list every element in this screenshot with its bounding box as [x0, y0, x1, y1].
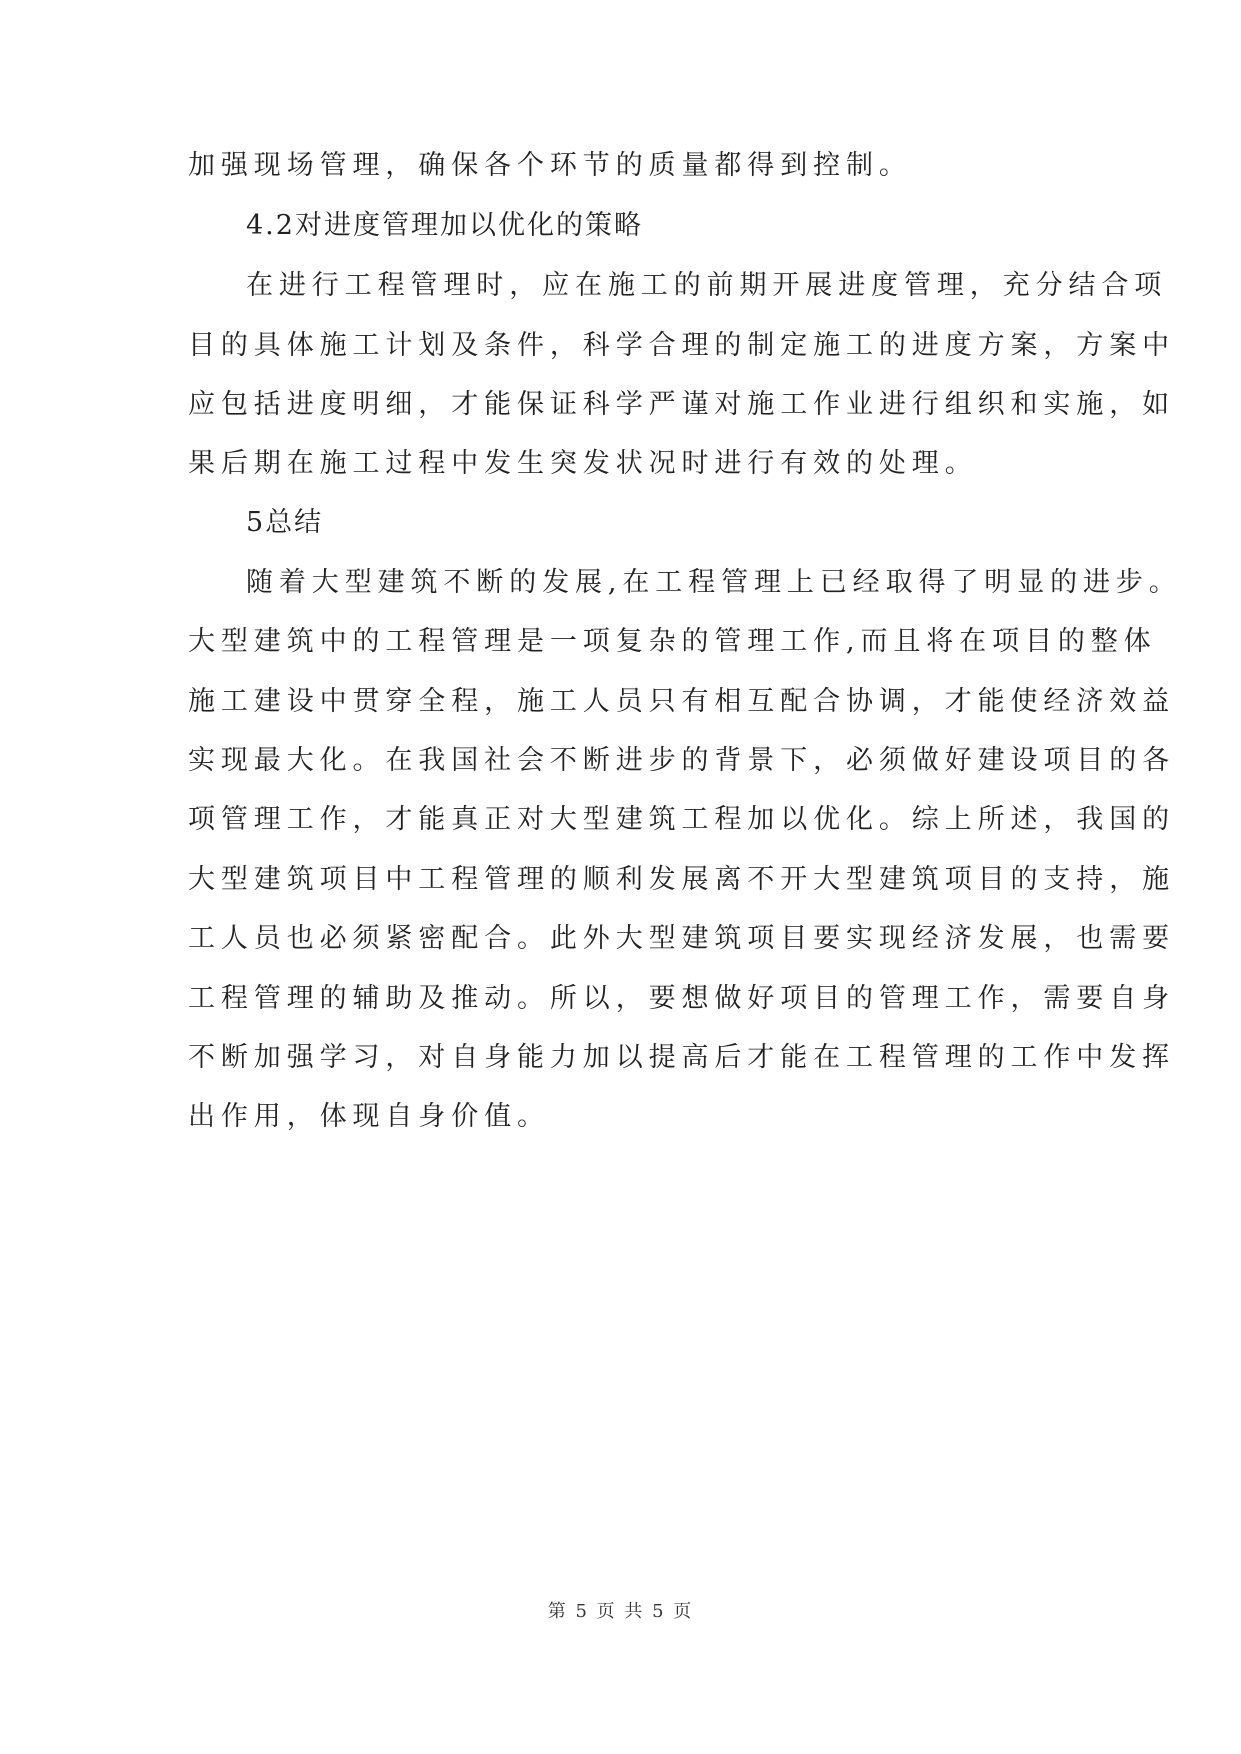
page-footer: 第 5 页 共 5 页: [547, 1601, 694, 1622]
paragraph-line: 大型建筑项目中工程管理的顺利发展离不开大型建筑项目的支持，施: [188, 864, 1175, 895]
paragraph-line: 大型建筑中的工程管理是一项复杂的管理工作,而且将在项目的整体: [188, 626, 1157, 657]
paragraph-line: 工程管理的辅助及推动。所以，要想做好项目的管理工作，需要自身: [188, 983, 1175, 1014]
paragraph-line: 不断加强学习，对自身能力加以提高后才能在工程管理的工作中发挥: [188, 1042, 1175, 1073]
paragraph-line: 出作用，体现自身价值。: [188, 1101, 550, 1132]
paragraph-line: 项管理工作，才能真正对大型建筑工程加以优化。综上所述，我国的: [188, 804, 1175, 835]
section-heading-5: 5总结: [246, 507, 324, 538]
paragraph-line: 在进行工程管理时，应在施工的前期开展进度管理，充分结合项: [246, 270, 1168, 301]
paragraph-line: 工人员也必须紧密配合。此外大型建筑项目要实现经济发展，也需要: [188, 923, 1175, 954]
paragraph-line: 加强现场管理，确保各个环节的质量都得到控制。: [188, 150, 912, 181]
paragraph-line: 施工建设中贯穿全程，施工人员只有相互配合协调，才能使经济效益: [188, 686, 1175, 717]
paragraph-line: 随着大型建筑不断的发展,在工程管理上已经取得了明显的进步。: [246, 567, 1182, 598]
section-heading-4-2: 4.2对进度管理加以优化的策略: [246, 210, 643, 241]
paragraph-line: 果后期在施工过程中发生突发状况时进行有效的处理。: [188, 448, 978, 479]
paragraph-line: 应包括进度明细，才能保证科学严谨对施工作业进行组织和实施，如: [188, 389, 1175, 420]
paragraph-line: 实现最大化。在我国社会不断进步的背景下，必须做好建设项目的各: [188, 745, 1175, 776]
paragraph-line: 目的具体施工计划及条件，科学合理的制定施工的进度方案，方案中: [188, 330, 1175, 361]
